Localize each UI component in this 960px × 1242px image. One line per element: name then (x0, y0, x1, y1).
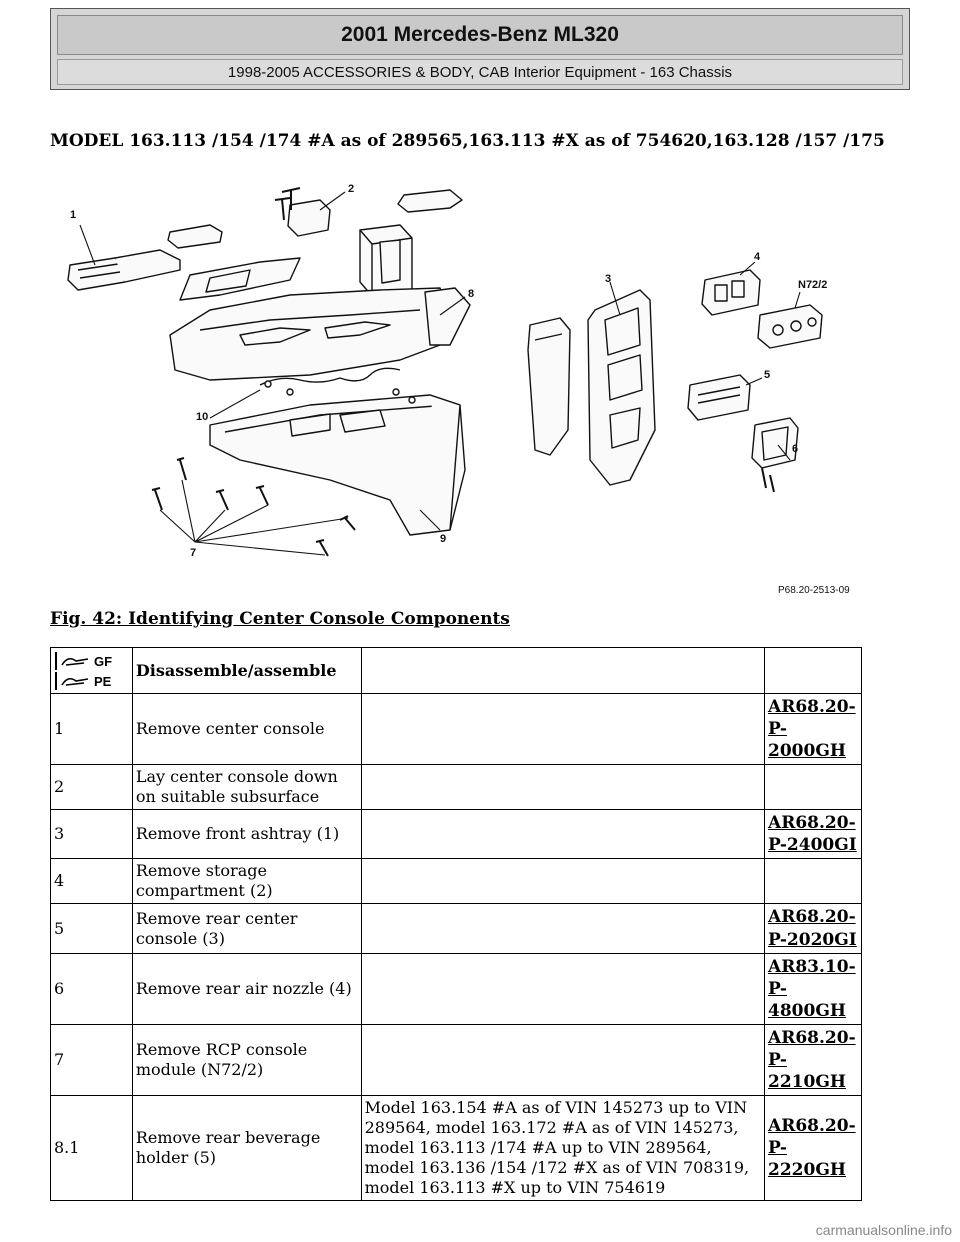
center-console-illustration (70, 170, 870, 600)
figure-caption: Fig. 42: Identifying Center Console Components (50, 609, 510, 629)
table-row (51, 810, 862, 859)
figure-code: P68.20-2513-09 (778, 585, 850, 596)
step-note (361, 904, 764, 953)
callout-3: 3 (605, 273, 612, 285)
icon-cell (51, 648, 133, 694)
svg-text:PE: PE (94, 674, 112, 689)
step-action: Remove front ashtray (1) (132, 810, 361, 859)
callout-5: 5 (764, 369, 771, 381)
step-action: Remove RCP console module (N72/2) (132, 1024, 361, 1095)
watermark: carmanualsonline.info (815, 1222, 952, 1238)
step-note (361, 859, 764, 904)
step-number: 2 (51, 765, 133, 810)
step-number: 7 (51, 1024, 133, 1095)
table-row (51, 859, 862, 904)
step-action: Remove center console (132, 694, 361, 765)
table-row (51, 1024, 862, 1095)
header-title: Disassemble/assemble (132, 648, 361, 694)
table-row (51, 1096, 862, 1201)
callout-4: 4 (754, 251, 761, 263)
step-number: 1 (51, 694, 133, 765)
step-note (361, 694, 764, 765)
model-applicability: MODEL 163.113 /154 /174 #A as of 289565,163.113 #X as of 754620,163.128 /157 /175 (50, 131, 885, 151)
step-note: Model 163.154 #A as of VIN 145273 up to VIN 289564, model 163.172 #A as of VIN 145273, model 163.113 /174 #A up to VIN 289564, model 163.136 /154 /172 #X as of VIN 708319, model 163.113 #X up to VIN 754619 (361, 1096, 764, 1201)
step-number: 5 (51, 904, 133, 953)
step-note (361, 1024, 764, 1095)
document-title: 2001 Mercedes-Benz ML320 (57, 15, 903, 55)
table-row (51, 694, 862, 765)
callout-7: 7 (190, 547, 197, 559)
step-number: 4 (51, 859, 133, 904)
step-note (361, 953, 764, 1024)
table-header-row (51, 648, 862, 694)
procedure-table (50, 647, 862, 1201)
reference-link[interactable]: AR68.20-P-2210GH (768, 1027, 856, 1093)
ashtray-part (68, 250, 180, 290)
callout-9: 9 (440, 533, 447, 545)
gf-document-icon (54, 651, 116, 671)
step-note (361, 765, 764, 810)
reference-link[interactable]: AR83.10-P-4800GH (768, 956, 856, 1021)
step-action: Remove rear center console (3) (132, 904, 361, 953)
callout-n72-2: N72/2 (798, 279, 828, 291)
document-header (50, 8, 910, 90)
step-note (361, 810, 764, 859)
table-row (51, 904, 862, 953)
callout-2: 2 (348, 183, 355, 195)
reference-cell (765, 859, 862, 904)
step-number: 3 (51, 810, 133, 859)
step-number: 6 (51, 953, 133, 1024)
reference-link[interactable]: AR68.20-P-2400GI (768, 813, 857, 856)
table-row (51, 953, 862, 1024)
document-subtitle: 1998-2005 ACCESSORIES & BODY, CAB Interior Equipment - 163 Chassis (57, 59, 903, 85)
reference-link[interactable]: AR68.20-P-2000GH (768, 697, 856, 762)
step-action: Remove rear air nozzle (4) (132, 953, 361, 1024)
callout-8: 8 (468, 288, 475, 300)
callout-1: 1 (70, 209, 77, 221)
callout-10: 10 (196, 411, 209, 423)
pe-document-icon (54, 671, 116, 691)
callout-6: 6 (792, 443, 799, 455)
reference-cell (765, 765, 862, 810)
step-number: 8.1 (51, 1096, 133, 1201)
table-row (51, 765, 862, 810)
step-action: Remove rear beverage holder (5) (132, 1096, 361, 1201)
step-action: Lay center console down on suitable subsurface (132, 765, 361, 810)
step-action: Remove storage compartment (2) (132, 859, 361, 904)
reference-link[interactable]: AR68.20-P-2220GH (768, 1116, 856, 1181)
reference-link[interactable]: AR68.20-P-2020GI (768, 907, 857, 950)
svg-text:GF: GF (94, 653, 113, 669)
